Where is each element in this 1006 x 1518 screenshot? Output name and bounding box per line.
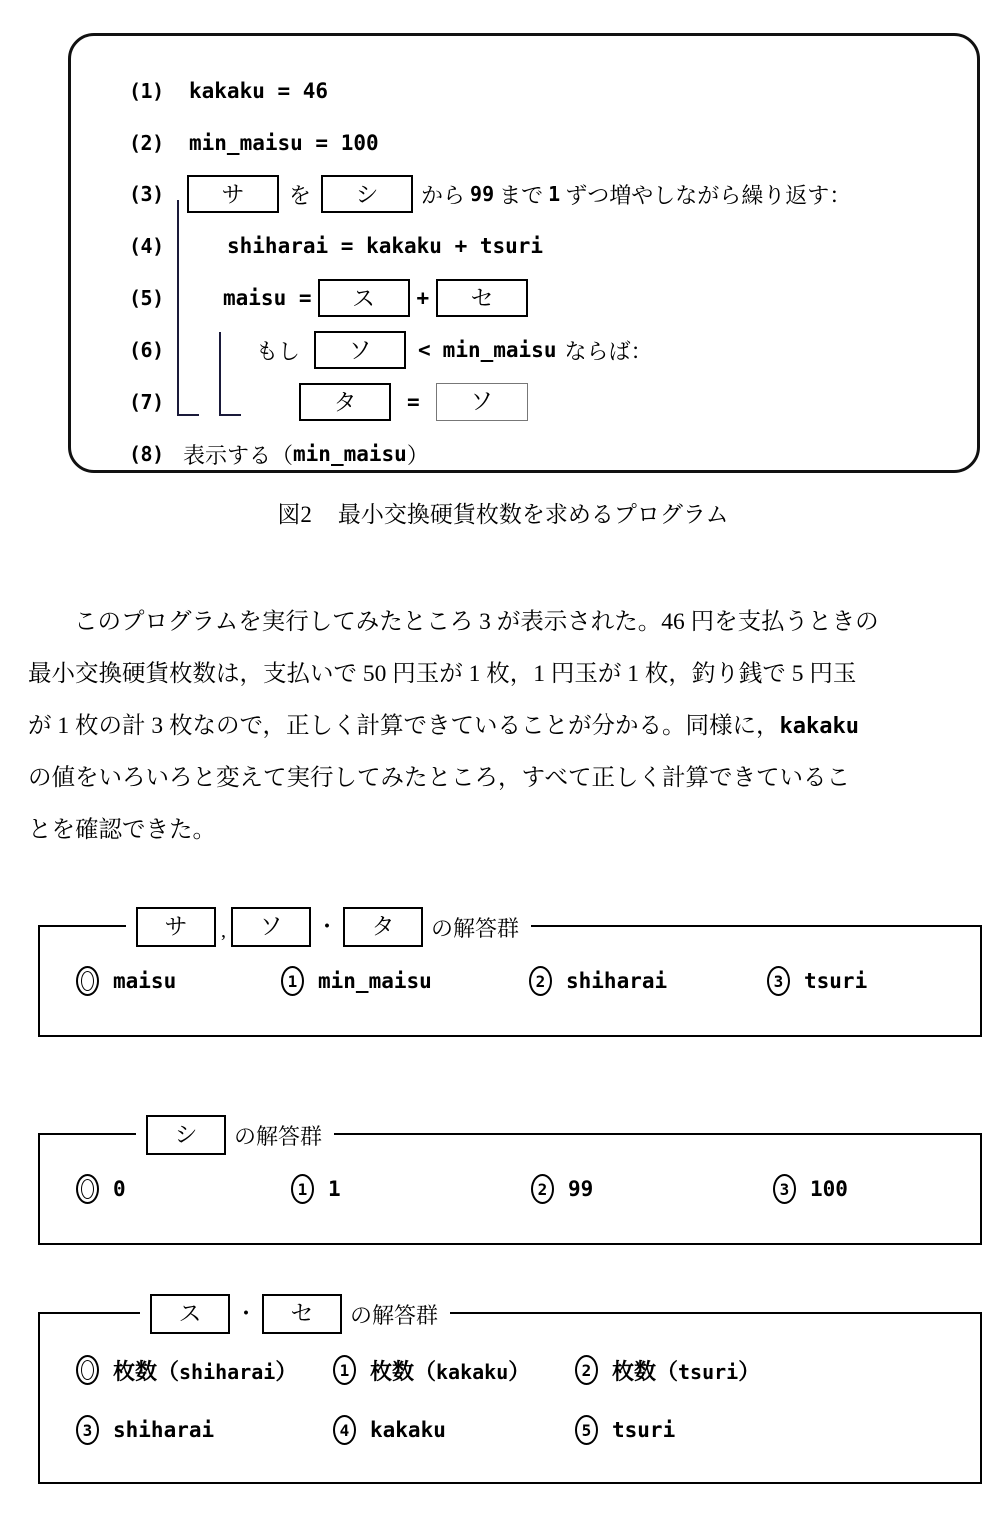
option-label-2: 99 — [568, 1177, 594, 1201]
line-1-code: kakaku = 46 — [189, 79, 329, 103]
answer-group-2-legend — [136, 1113, 334, 1157]
line-4-code: shiharai = kakaku + tsuri — [227, 234, 544, 258]
option-su-5[interactable] — [575, 1415, 675, 1445]
option-marker-5: 5 — [575, 1415, 598, 1445]
line-8-paren-close: ） — [406, 442, 429, 468]
line-6-text-moshi: もし — [256, 338, 301, 364]
line-number-7: (7) — [129, 390, 164, 414]
option-label-3: tsuri — [804, 969, 868, 993]
line-5-operator-plus: + — [416, 286, 430, 310]
option-label-2: 枚数（tsuri） — [612, 1358, 761, 1384]
option-su-4[interactable] — [333, 1415, 575, 1445]
paragraph-line-4: の値をいろいろと変えて実行してみたところ，すべて正しく計算できているこ — [28, 765, 851, 791]
option-shi-3[interactable] — [773, 1174, 848, 1204]
line-8-text-display: 表示する（ — [183, 442, 294, 468]
paragraph-line-5: とを確認できた。 — [28, 817, 216, 843]
legend-separator-comma: , — [221, 919, 226, 942]
line-7-operator-assign: = — [407, 390, 420, 414]
option-marker-1: 1 — [333, 1355, 356, 1385]
legend-box-sa[interactable]: サ — [136, 907, 216, 947]
line-number-8: (8) — [129, 442, 164, 466]
line-6-text-naraba: ならば： — [564, 338, 653, 364]
program-line-2 — [71, 119, 977, 167]
line-number-6: (6) — [129, 338, 164, 362]
option-marker-2: 2 — [529, 966, 552, 996]
line-3-particle-wo: を — [289, 182, 312, 208]
blank-su[interactable]: ス — [318, 279, 410, 317]
option-marker-1: 1 — [291, 1174, 314, 1204]
option-su-3[interactable] — [76, 1415, 333, 1445]
program-line-6 — [71, 326, 977, 374]
line-3-number-99: 99 — [470, 182, 495, 206]
line-3-text-made: まで — [499, 182, 544, 208]
option-label-4: kakaku — [370, 1418, 446, 1442]
option-0[interactable] — [76, 966, 281, 996]
option-shi-1[interactable] — [291, 1174, 531, 1204]
option-marker-3: 3 — [773, 1174, 796, 1204]
line-2-code: min_maisu = 100 — [189, 131, 379, 155]
line-6-rhs: min_maisu — [442, 338, 557, 362]
program-line-1 — [71, 67, 977, 115]
option-marker-0 — [76, 1174, 99, 1204]
program-figure-box — [68, 33, 980, 473]
option-3[interactable] — [767, 966, 867, 996]
paragraph-line-3: が 1 枚の計 3 枚なので，正しく計算できていることが分かる。同様に，kakaku — [28, 713, 860, 739]
option-label-1: min_maisu — [318, 969, 432, 993]
legend-separator-dot-2: ・ — [235, 1300, 258, 1326]
option-label-3: shiharai — [113, 1418, 215, 1442]
option-2[interactable] — [529, 966, 767, 996]
option-su-0[interactable] — [76, 1355, 333, 1386]
line-number-2: (2) — [129, 131, 164, 155]
line-number-3: (3) — [129, 182, 164, 206]
option-marker-2: 2 — [575, 1355, 598, 1385]
line-number-4: (4) — [129, 234, 164, 258]
blank-shi-loopstart[interactable]: シ — [321, 175, 413, 213]
option-label-3: 100 — [810, 1177, 848, 1201]
option-su-2[interactable] — [575, 1355, 760, 1386]
line-3-text-kara: から — [421, 182, 466, 208]
blank-ta-target[interactable]: タ — [299, 383, 391, 421]
option-label-0: maisu — [113, 969, 177, 993]
program-line-7 — [71, 378, 977, 426]
option-label-2: shiharai — [566, 969, 668, 993]
option-label-0: 0 — [113, 1177, 126, 1201]
blank-se[interactable]: セ — [436, 279, 528, 317]
legend-separator-dot: ・ — [316, 913, 339, 939]
option-marker-4: 4 — [333, 1415, 356, 1445]
blank-so-condition[interactable]: ソ — [314, 331, 406, 369]
figure-caption-label: 図2 — [277, 502, 312, 527]
option-marker-0 — [76, 1355, 99, 1385]
legend-label-kaitougun-2: の解答群 — [234, 1123, 323, 1149]
line-number-1: (1) — [129, 79, 164, 103]
option-label-1: 枚数（kakaku） — [370, 1358, 531, 1384]
option-1[interactable] — [281, 966, 529, 996]
option-shi-2[interactable] — [531, 1174, 773, 1204]
option-su-1[interactable] — [333, 1355, 575, 1386]
program-line-3 — [71, 170, 977, 218]
option-marker-1: 1 — [281, 966, 304, 996]
legend-box-se[interactable]: セ — [262, 1294, 342, 1334]
program-line-5 — [71, 274, 977, 322]
option-label-5: tsuri — [612, 1418, 676, 1442]
option-marker-3: 3 — [767, 966, 790, 996]
line-8-argument: min_maisu — [293, 442, 407, 466]
option-marker-0 — [76, 966, 99, 996]
answer-group-3-legend — [140, 1292, 450, 1336]
blank-sa-loopvar[interactable]: サ — [187, 175, 279, 213]
line-3-number-1: 1 — [548, 182, 561, 206]
answer-group-su-se — [38, 1300, 982, 1484]
answer-group-shi — [38, 1121, 982, 1245]
legend-box-ta[interactable]: タ — [343, 907, 423, 947]
program-line-4 — [71, 222, 977, 270]
paragraph-line-2: 最小交換硬貨枚数は，支払いで 50 円玉が 1 枚，1 円玉が 1 枚，釣り銭で 5 円玉 — [28, 661, 857, 687]
line-6-operator-lt: < — [418, 338, 431, 362]
legend-box-shi[interactable]: シ — [146, 1115, 226, 1155]
option-marker-3: 3 — [76, 1415, 99, 1445]
body-paragraph — [28, 596, 980, 856]
answer-group-sa-so-ta — [38, 913, 982, 1037]
legend-box-su[interactable]: ス — [150, 1294, 230, 1334]
legend-label-kaitougun: の解答群 — [431, 915, 520, 941]
figure-caption — [0, 496, 1006, 529]
option-marker-2: 2 — [531, 1174, 554, 1204]
line-5-lhs: maisu = — [223, 286, 312, 310]
line-number-5: (5) — [129, 286, 164, 310]
option-label-0: 枚数（shiharai） — [113, 1358, 298, 1384]
legend-label-kaitougun-3: の解答群 — [350, 1302, 439, 1328]
answer-group-3-options-row-2 — [40, 1396, 980, 1456]
blank-so-value[interactable]: ソ — [436, 383, 528, 421]
paragraph-inline-code: kakaku — [779, 714, 860, 739]
option-label-1: 1 — [328, 1177, 341, 1201]
program-line-8 — [71, 430, 977, 478]
legend-box-so[interactable]: ソ — [231, 907, 311, 947]
paragraph-line-1: このプログラムを実行してみたところ 3 が表示された。46 円を支払うときの — [74, 609, 879, 635]
option-shi-0[interactable] — [76, 1174, 291, 1204]
answer-group-1-legend — [126, 905, 531, 949]
figure-caption-title: 最小交換硬貨枚数を求めるプログラム — [337, 502, 729, 527]
line-3-text-tail: ずつ増やしながら繰り返す： — [565, 182, 852, 208]
